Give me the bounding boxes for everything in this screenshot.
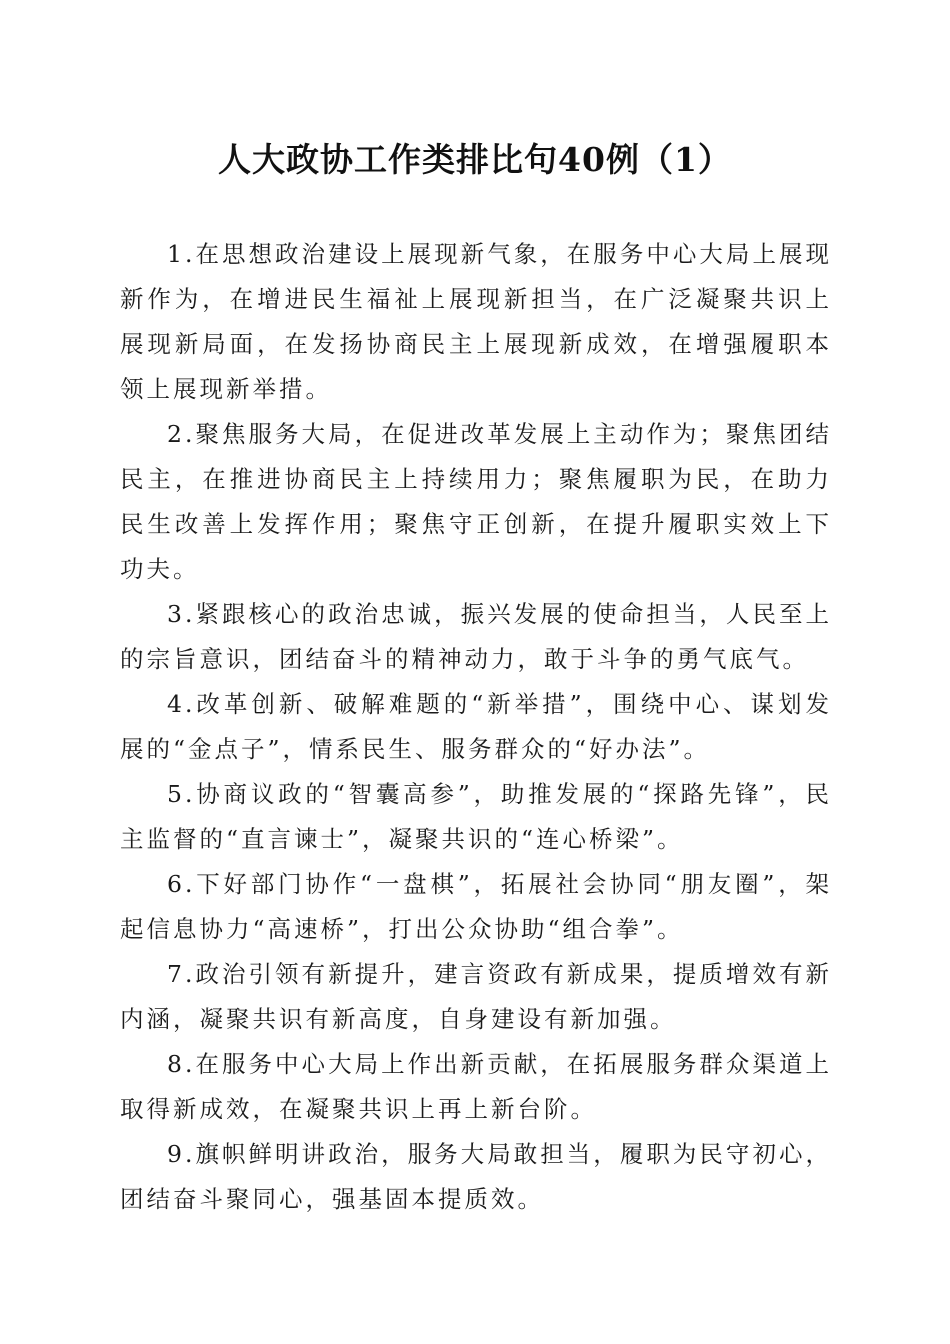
paragraph-8: 8.在服务中心大局上作出新贡献，在拓展服务群众渠道上取得新成效，在凝聚共识上再上新台阶。 (120, 1050, 832, 1123)
paragraph-5: 5.协商议政的“智囊高参”，助推发展的“探路先锋”，民主监督的“直言谏士”，凝聚共识的“连心桥梁”。 (120, 780, 832, 853)
paragraph-2: 2.聚焦服务大局，在促进改革发展上主动作为；聚焦团结民主，在推进协商民主上持续用力；聚焦履职为民，在助力民生改善上发挥作用；聚焦守正创新，在提升履职实效上下功夫。 (120, 420, 832, 583)
document-body (120, 232, 832, 1222)
document-title: 人大政协工作类排比句40例（1） (218, 140, 732, 179)
paragraph-7: 7.政治引领有新提升，建言资政有新成果，提质增效有新内涵，凝聚共识有新高度，自身建设有新加强。 (120, 960, 832, 1033)
paragraph-1: 1.在思想政治建设上展现新气象，在服务中心大局上展现新作为，在增进民生福祉上展现新担当，在广泛凝聚共识上展现新局面，在发扬协商民主上展现新成效，在增强履职本领上展现新举措。 (120, 240, 832, 403)
paragraph-9: 9.旗帜鲜明讲政治，服务大局敢担当，履职为民守初心，团结奋斗聚同心，强基固本提质效。 (120, 1140, 832, 1213)
paragraph-4: 4.改革创新、破解难题的“新举措”，围绕中心、谋划发展的“金点子”，情系民生、服务群众的“好办法”。 (120, 690, 832, 763)
paragraph-6: 6.下好部门协作“一盘棋”，拓展社会协同“朋友圈”，架起信息协力“高速桥”，打出公众协助“组合拳”。 (120, 870, 832, 943)
paragraph-3: 3.紧跟核心的政治忠诚，振兴发展的使命担当，人民至上的宗旨意识，团结奋斗的精神动力，敢于斗争的勇气底气。 (120, 600, 832, 673)
